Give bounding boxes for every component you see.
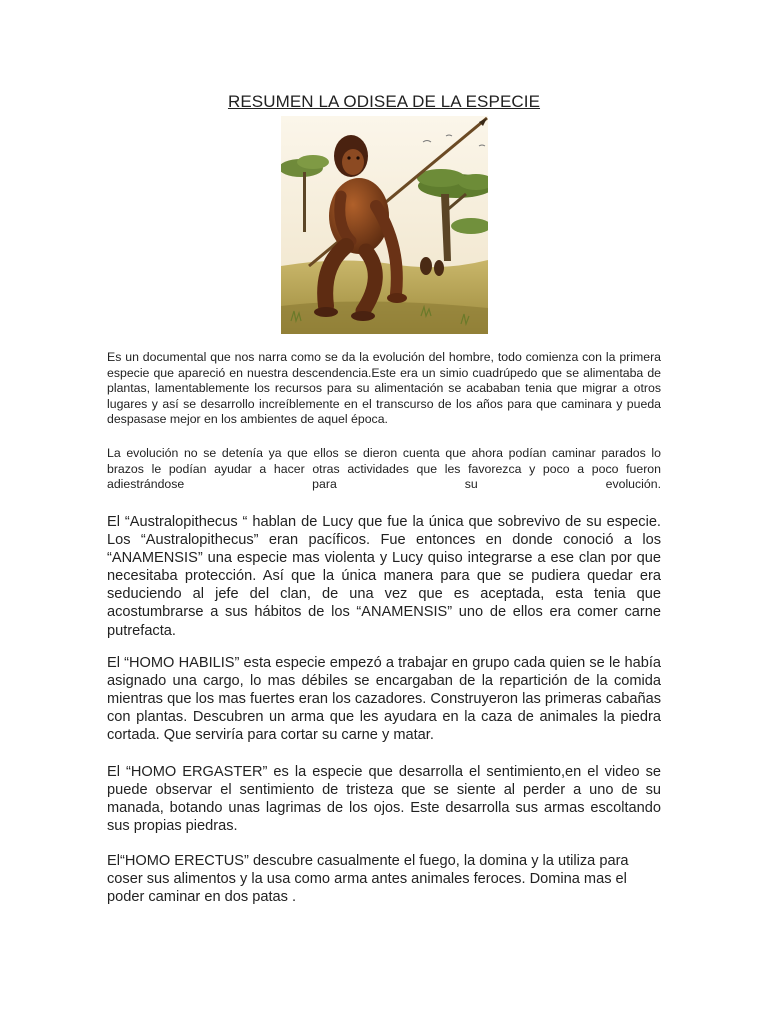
paragraph-evolution: La evolución no se detenía ya que ellos se dieron cuenta que ahora podían caminar parados lo brazos le podían ayudar a hacer otras actividades que les favorezca y poco a poco fueron adiestrándose para su evolución.	[107, 446, 661, 492]
hominid-with-spear-illustration	[281, 116, 488, 334]
page-title: RESUMEN LA ODISEA DE LA ESPECIE	[227, 92, 541, 111]
paragraph-australopithecus: El “Australopithecus “ hablan de Lucy que fue la única que sobrevivo de su especie. Los “Australopithecus” eran pacíficos. Fue entonces en donde conoció a los “ANAMENSIS” una especie mas violenta y Lucy quiso integrarse a ese clan por que necesitaba protección. Así que la única manera para que se pudiera quedar era seduciendo al jefe del clan, de una vez que es aceptada, esta tenia que acostumbrarse a sus hábitos de los “ANAMENSIS” uno de ellos era comer carne putrefacta.	[107, 514, 661, 639]
paragraph-homo-erectus: El“HOMO ERECTUS” descubre casualmente el fuego, la domina y la utiliza para coser sus alimentos y la usa como arma antes animales feroces. Domina mas el poder caminar en dos patas .	[107, 853, 629, 906]
paragraph-homo-ergaster: El “HOMO ERGASTER” es la especie que desarrolla el sentimiento,en el video se puede observar el sentimiento de tristeza que se siente al perder a uno de su manada, botando unas lagrimas de los ojos. Este desarrolla sus armas escoltando sus propias piedras.	[107, 764, 661, 835]
paragraph-intro: Es un documental que nos narra como se da la evolución del hombre, todo comienza con la primera especie que apareció en nuestra descendencia.Este era un simio cuadrúpedo que se alimentaba de plantas, lamentablemente los recursos para su alimentación se acababan tenia que migrar a otros lugares y así se desarrollo increíblemente en el transcurso de los años para que caminara y pueda despasase mejor en los ambientes de aquel época.	[107, 350, 661, 427]
paragraph-homo-habilis: El “HOMO HABILIS” esta especie empezó a trabajar en grupo cada quien se le había asignado una cargo, lo mas débiles se encargaban de la repartición de la comida mientras que los mas fuertes eran los cazadores. Construyeron las primeras cabañas con plantas. Descubren un arma que les ayudara en la caza de animales la piedra cortada. Que serviría para cortar su carne y matar.	[107, 655, 661, 744]
